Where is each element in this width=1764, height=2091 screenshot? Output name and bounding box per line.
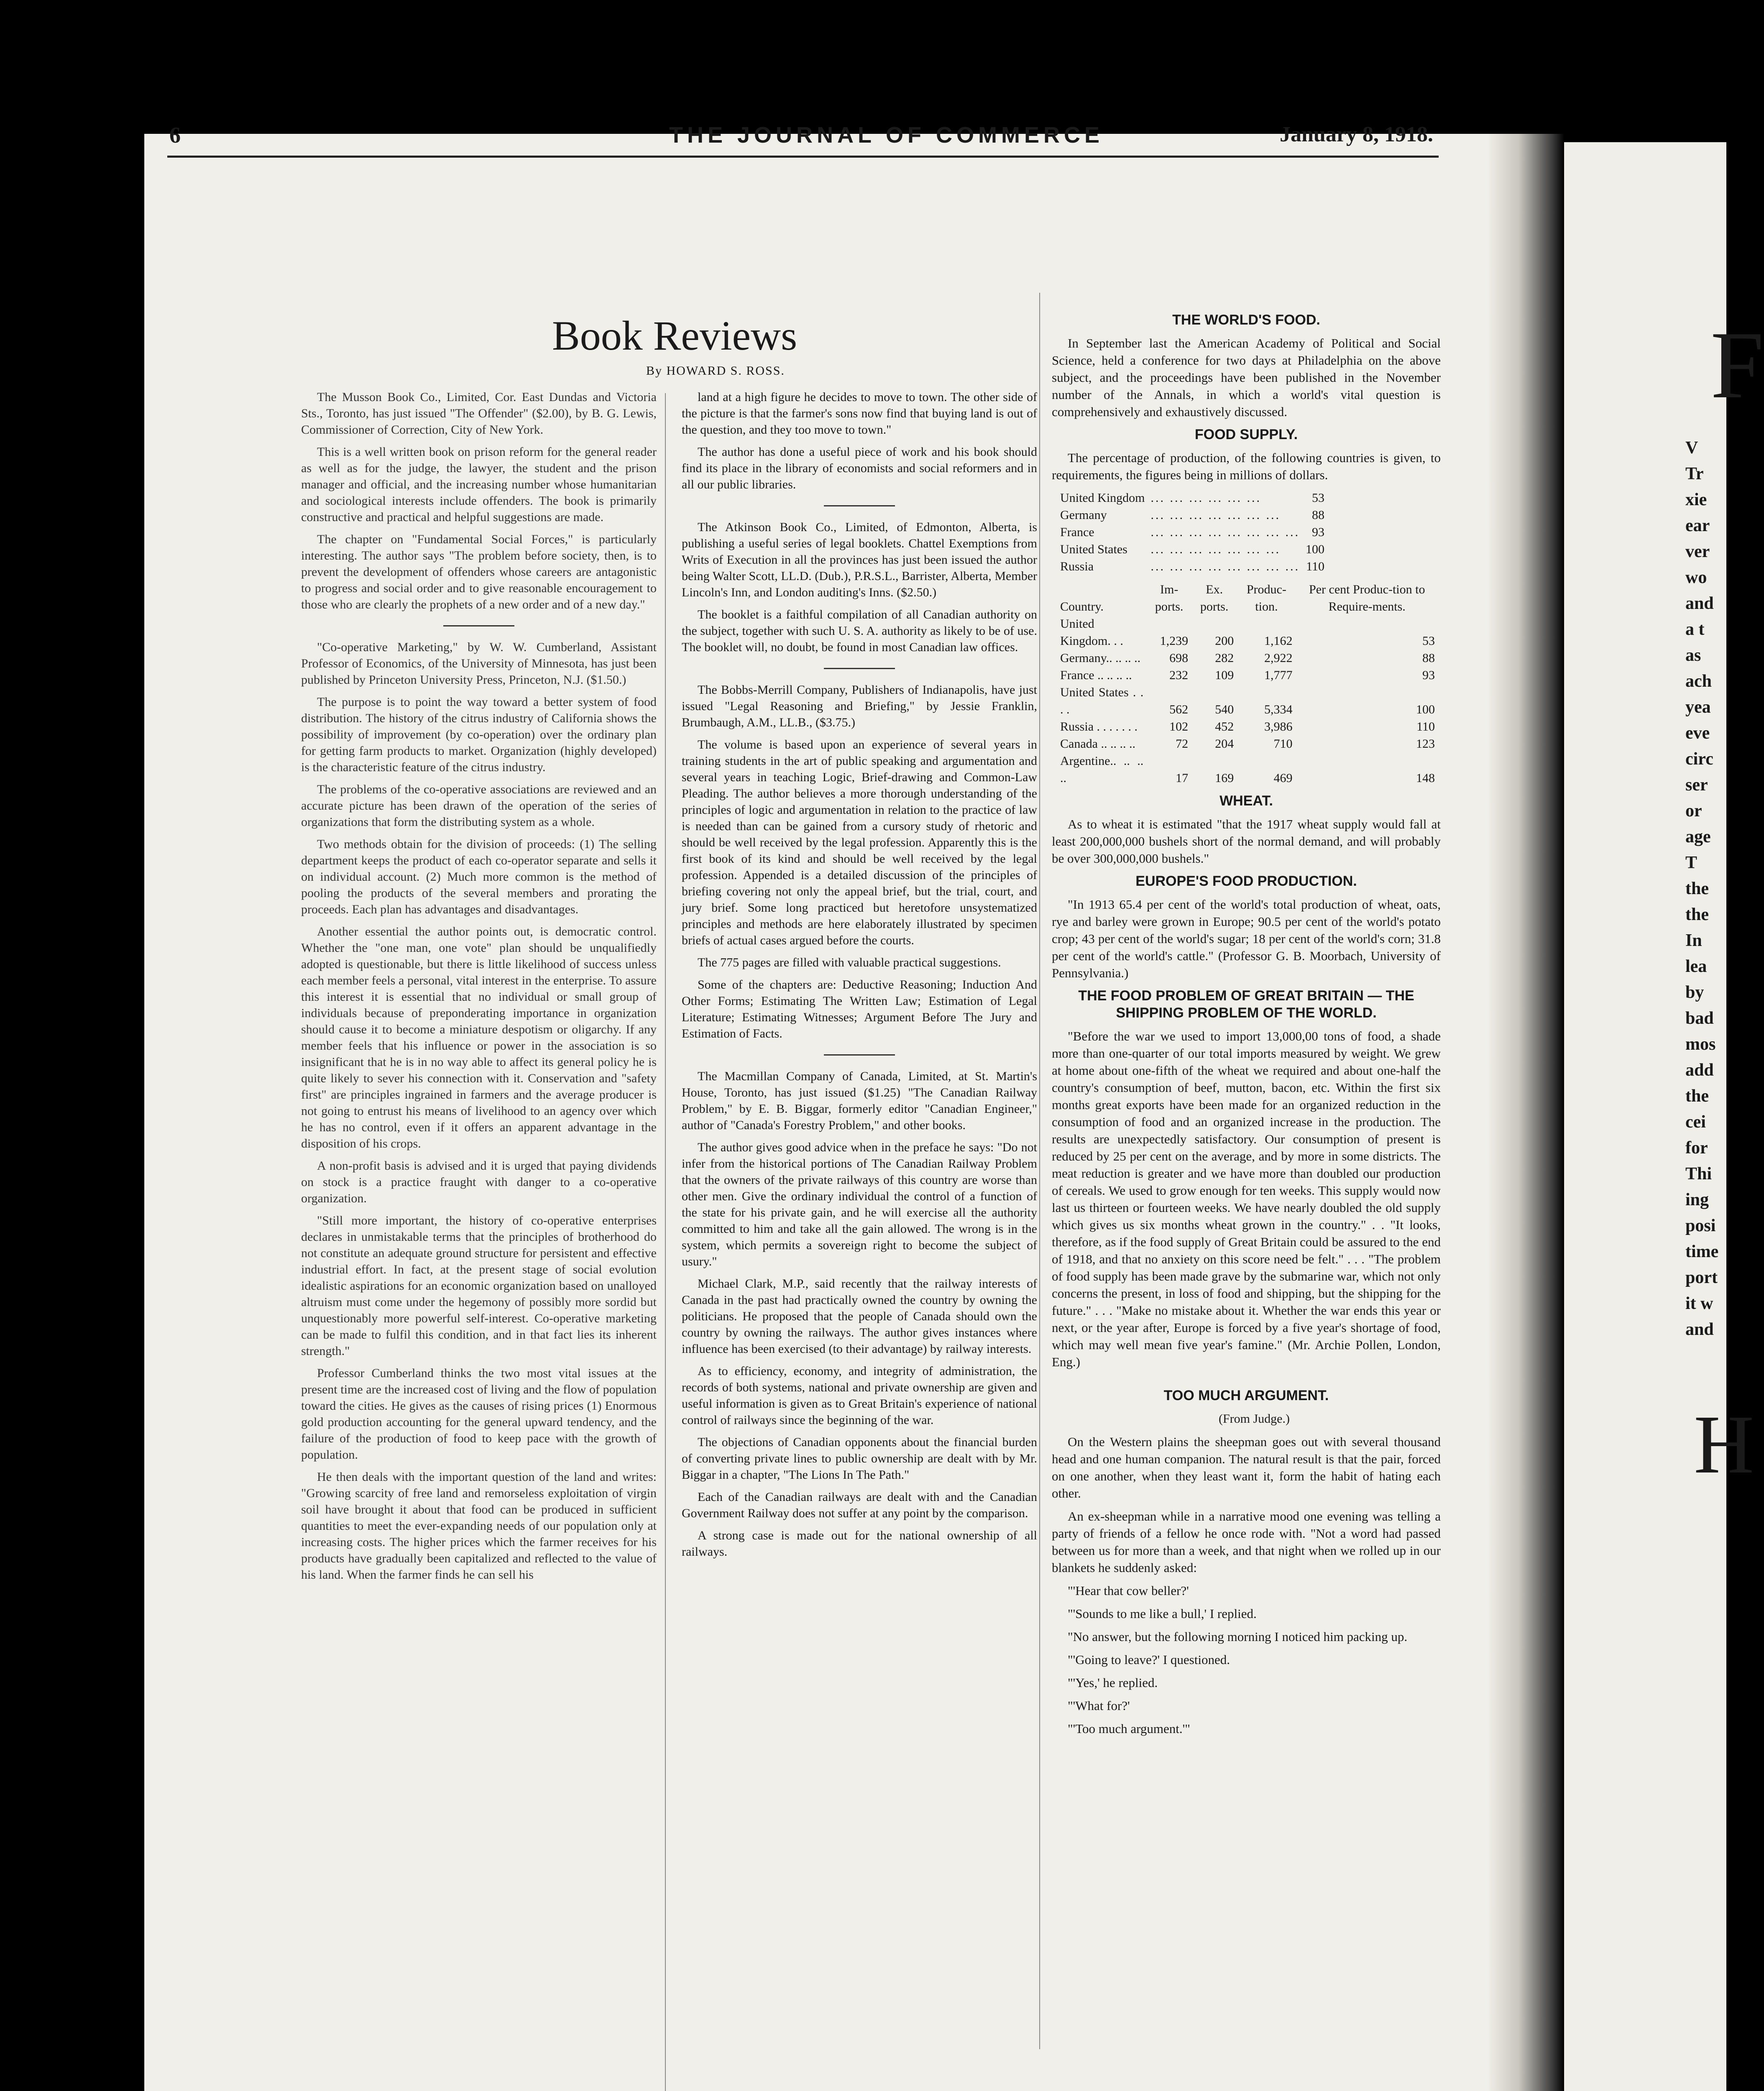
adjacent-fragment: it w bbox=[1685, 1294, 1713, 1313]
percentage-row bbox=[1060, 489, 1330, 506]
paragraph: land at a high figure he decides to move to town. The other side of the picture is that the farmer's sons now find that buying land is out of the question, and they too move to town." bbox=[682, 390, 1037, 437]
percentage-country: United States bbox=[1060, 542, 1127, 556]
adjacent-fragment: xie bbox=[1685, 490, 1707, 509]
table-header-exports: Ex. ports. bbox=[1200, 583, 1229, 613]
adjacent-page-big-letter: F bbox=[1710, 312, 1764, 418]
cell-imports: 72 bbox=[1176, 737, 1189, 751]
cell-country: Canada .. .. .. .. bbox=[1060, 737, 1135, 751]
too-much-argument-source: (From Judge.) bbox=[1219, 1412, 1290, 1426]
cell-exports: 200 bbox=[1215, 634, 1234, 648]
adjacent-fragment: a t bbox=[1685, 620, 1705, 639]
food-supply-text: The percentage of production, of the following countries is given, to requirements, the figures being in millions of dollars. bbox=[1052, 450, 1441, 482]
cell-production: 1,162 bbox=[1264, 634, 1293, 648]
adjacent-fragment: In bbox=[1685, 931, 1702, 950]
review-legal-reasoning bbox=[682, 682, 1037, 1042]
adjacent-fragment: age bbox=[1685, 827, 1711, 846]
percentage-row bbox=[1060, 506, 1330, 524]
paragraph: An ex-sheepman while in a narrative mood one evening was telling a party of friends of a fellow he once rode with. "Not a word had passed between us for more than a week, and that night when we rolled up in our blankets he suddenly asked: bbox=[1052, 1509, 1441, 1575]
section-rule bbox=[824, 1054, 895, 1056]
paragraph: "'Too much argument.'" bbox=[1068, 1721, 1190, 1736]
table-header-country: Country. bbox=[1060, 600, 1104, 613]
percentage-dots: ... ... ... ... ... ... ... ... bbox=[1150, 525, 1300, 539]
cell-exports: 540 bbox=[1215, 703, 1234, 716]
adjacent-fragment: the bbox=[1685, 905, 1709, 924]
paragraph: "'What for?' bbox=[1068, 1698, 1130, 1713]
adjacent-fragment: V bbox=[1685, 438, 1698, 458]
adjacent-fragment: as bbox=[1685, 646, 1701, 665]
adjacent-fragment: add bbox=[1685, 1061, 1714, 1080]
paragraph: The Musson Book Co., Limited, Cor. East Dundas and Victoria Sts., Toronto, has just issued "The Offender" ($2.00), by B. G. Lewis, Commissioner of Correction, City of New York. bbox=[301, 390, 657, 437]
britain-text: "Before the war we used to import 13,000,00 tons of food, a shade more than one-quarter of our total imports measured by weight. We grew at home about one-fifth of the wheat we required and about one-half the country's consumption of beef, mutton, bacon, etc. Within the first six months great exports have been made for an organized reduction in the consumption of food and an organized increase in the production. The results are unexpectedly satisfactory. Our consumption of present is reduced by 25 per cent on the average, and by more in some districts. The meat reduction is greater and we have more than doubled our production of cereals. We used to grow enough for ten weeks. This supply would now last us thirteen or fourteen weeks. We have nearly doubled the old supply which gives us six months wheat grown in the country." . . "It looks, therefore, as if the food supply of Great Britain could be assured to the end of 1918, and that no anxiety on this score need be felt." . . . "The problem of food supply has been made grave by the submarine war, which not only concerns the present, in loss of food and shipping, but the shipping for the future." . . . "Make no mistake about it. Whether the war ends this year or next, or the year after, Europe is forced by a five year's shortage of food, which may well mean five year's famine." (Mr. Archie Pollen, London, Eng.) bbox=[1052, 1029, 1441, 1369]
page-gutter-shadow bbox=[1489, 134, 1564, 2091]
paragraph: "'Hear that cow beller?' bbox=[1068, 1583, 1189, 1598]
paragraph: Michael Clark, M.P., said recently that the railway interests of Canada in the past had practically owned the country by owning the politicians. He proposed that the people of Canada should own the country by owning the railways. The author gives instances where influence has been exercised (to their advantage) by railway interests. bbox=[682, 1277, 1037, 1356]
section-rule bbox=[824, 505, 895, 506]
europe-heading: EUROPE'S FOOD PRODUCTION. bbox=[1135, 873, 1357, 889]
paragraph: Some of the chapters are: Deductive Reasoning; Induction And Other Forms; Estimating The Written Law; Estimation of Legal Literature; Estimating Witnesses; Argument Before The Jury and Estimation of Facts. bbox=[682, 978, 1037, 1040]
cell-imports: 232 bbox=[1169, 668, 1189, 682]
paragraph: The volume is based upon an experience of several years in training students in the art of public speaking and argumentation and several years in teaching Logic, Brief-drawing and Common-Law Pleading. The author believes a more thorough understanding of the principles of logic and argumentation in relation to the practice of law is needed than can be gained from a cursory study of rhetoric and should be well received by the legal profession. Apparently this is the first book of its kind and should be well received by the legal profession. Appended is a detailed discussion of the principles of briefing covering not only the appeal brief, but the trial, court, and jury brief. Some long practiced but heretofore unsystematized principles and methods are here elaborately illustrated by specimen briefs of actual cases argued before the courts. bbox=[682, 738, 1037, 947]
paragraph: The chapter on "Fundamental Social Forces," is particularly interesting. The author says "The problem before society, then, is to prevent the development of offenders whose careers are antagonistic to progress and social order and to give reasonable encouragement to those who are clearly the prophets of a new order and of a new day." bbox=[301, 532, 657, 611]
adjacent-fragment: yea bbox=[1685, 698, 1711, 717]
adjacent-fragment: time bbox=[1685, 1242, 1719, 1261]
header-rule bbox=[167, 156, 1439, 158]
paragraph: The Bobbs-Merrill Company, Publishers of Indianapolis, have just issued "Legal Reasoning and Briefing," by Jessie Franklin, Brumbaugh, A.M., LL.B., ($3.75.) bbox=[682, 683, 1037, 729]
paragraph: "'Yes,' he replied. bbox=[1068, 1675, 1158, 1690]
review-chattel-exemptions bbox=[682, 519, 1037, 655]
adjacent-fragment: and bbox=[1685, 1320, 1714, 1339]
paragraph: Two methods obtain for the division of proceeds: (1) The selling department keeps the product of each co-operator separate and sells it on individual account. (2) Much more common is the method of pooling the products of the several members and prorating the proceeds. Each plan has advantages and disadvantages. bbox=[301, 837, 657, 916]
column-3 bbox=[1052, 312, 1441, 1743]
adjacent-page-text-fragments bbox=[1685, 435, 1726, 1342]
adjacent-fragment: posi bbox=[1685, 1216, 1716, 1235]
percentage-list bbox=[1060, 489, 1330, 575]
percentage-dots: ... ... ... ... ... ... ... bbox=[1150, 508, 1281, 522]
paragraph: The 775 pages are filled with valuable practical suggestions. bbox=[698, 956, 1001, 969]
worlds-food-heading: THE WORLD'S FOOD. bbox=[1172, 312, 1320, 328]
adjacent-fragment: lea bbox=[1685, 957, 1707, 976]
paragraph: The purpose is to point the way toward a better system of food distribution. The history of the citrus industry of California shows the possibility of improvement (by co-operation) over the ordinary plan for getting farm products to market. Organization (highly developed) is the characteristic feature of the citrus industry. bbox=[301, 695, 657, 774]
section-rule bbox=[824, 668, 895, 669]
cell-percent: 110 bbox=[1416, 720, 1435, 734]
too-much-argument-heading: TOO MUCH ARGUMENT. bbox=[1163, 1388, 1329, 1403]
percentage-value: 53 bbox=[1312, 491, 1324, 505]
paragraph: "Still more important, the history of co-operative enterprises declares in unmistakable terms that the principles of brotherhood do not constitute an adequate ground structure for persistent and effective industrial effort. In fact, at the present stage of social evolution idealistic aspirations for an economic organization based on unalloyed altruism must come under the hegemony of possibly more sordid but unquestionably more powerful self-interest. Co-operative marketing can be made to fulfil this condition, and in that fact lies its inherent strength." bbox=[301, 1214, 657, 1358]
journal-title: THE JOURNAL OF COMMERCE bbox=[669, 123, 1104, 148]
column-separator bbox=[1039, 293, 1040, 2049]
cell-production: 2,922 bbox=[1264, 651, 1293, 665]
adjacent-fragment: by bbox=[1685, 983, 1704, 1002]
adjacent-fragment: port bbox=[1685, 1268, 1718, 1287]
paragraph: As to efficiency, economy, and integrity of administration, the records of both systems, national and private ownership are given and useful information is given as to Great Britain's experience of national control of railways since the beginning of the war. bbox=[682, 1364, 1037, 1427]
europe-text: "In 1913 65.4 per cent of the world's total production of wheat, oats, rye and barley were grown in Europe; 90.5 per cent of the world's potato crop; 43 per cent of the world's sugar; 18 per cent of the world's corn; 31.8 per cent of the world's cattle." (Professor G. B. Moorbach, University of Pennsylvania.) bbox=[1052, 897, 1441, 980]
review-offender-continued bbox=[682, 389, 1037, 493]
column-1 bbox=[301, 389, 657, 1589]
table-row bbox=[1060, 667, 1441, 684]
adjacent-fragment: bad bbox=[1685, 1009, 1714, 1028]
cell-country: Germany.. .. .. .. bbox=[1060, 651, 1141, 665]
table-row bbox=[1060, 684, 1441, 718]
cell-exports: 282 bbox=[1215, 651, 1234, 665]
cell-exports: 169 bbox=[1215, 771, 1234, 785]
adjacent-fragment: ing bbox=[1685, 1190, 1709, 1209]
paragraph: The Macmillan Company of Canada, Limited, at St. Martin's House, Toronto, has just issued ($1.25) "The Canadian Railway Problem," by E. B. Biggar, formerly editor "Canadian Engineer," author of "Canada's Forestry Problem," and other books. bbox=[682, 1069, 1037, 1132]
cell-production: 1,777 bbox=[1264, 668, 1293, 682]
cell-exports: 109 bbox=[1215, 668, 1234, 682]
adjacent-fragment: and bbox=[1685, 594, 1714, 613]
table-row bbox=[1060, 752, 1441, 787]
cell-exports: 204 bbox=[1215, 737, 1234, 751]
cell-country: France .. .. .. .. bbox=[1060, 668, 1132, 682]
page-number: 6 bbox=[169, 123, 181, 148]
adjacent-fragment: Tr bbox=[1685, 464, 1704, 483]
food-trade-table bbox=[1060, 581, 1441, 787]
review-cooperative-marketing bbox=[301, 639, 657, 1583]
adjacent-fragment: ver bbox=[1685, 542, 1710, 561]
table-row bbox=[1060, 649, 1441, 667]
adjacent-fragment: ser bbox=[1685, 775, 1708, 795]
adjacent-fragment: wo bbox=[1685, 568, 1707, 587]
percentage-dots: ... ... ... ... ... ... bbox=[1150, 491, 1261, 505]
adjacent-fragment: cei bbox=[1685, 1112, 1706, 1132]
paragraph: A non-profit basis is advised and it is urged that paying dividends on stock is a practice fraught with danger to a co-operative organization. bbox=[301, 1159, 657, 1205]
paragraph: On the Western plains the sheepman goes out with several thousand head and one human companion. The natural result is that the pair, forced on one another, when they least want it, form the habit of hating each other. bbox=[1052, 1434, 1441, 1501]
table-row bbox=[1060, 735, 1441, 752]
cell-imports: 1,239 bbox=[1160, 634, 1189, 648]
table-header-production: Produc-tion. bbox=[1246, 583, 1286, 613]
adjacent-fragment: or bbox=[1685, 801, 1702, 821]
cell-percent: 123 bbox=[1416, 737, 1435, 751]
percentage-row bbox=[1060, 558, 1330, 575]
cell-country: United States . . . . bbox=[1060, 685, 1144, 716]
too-much-argument-story bbox=[1052, 1433, 1441, 1737]
britain-heading: THE FOOD PROBLEM OF GREAT BRITAIN — THE SHIPPING PROBLEM OF THE WORLD. bbox=[1078, 988, 1414, 1021]
book-reviews-byline: By HOWARD S. ROSS. bbox=[646, 364, 785, 378]
adjacent-page-fragment bbox=[1564, 142, 1764, 2091]
table-header-imports: Im-ports. bbox=[1155, 583, 1184, 613]
paragraph: Each of the Canadian railways are dealt with and the Canadian Government Railway does not suffer at any point by the comparison. bbox=[682, 1490, 1037, 1520]
cell-percent: 148 bbox=[1416, 771, 1435, 785]
wheat-heading: WHEAT. bbox=[1219, 793, 1273, 809]
review-canadian-railway-problem bbox=[682, 1068, 1037, 1560]
adjacent-fragment: the bbox=[1685, 1086, 1709, 1106]
percentage-country: France bbox=[1060, 525, 1094, 539]
adjacent-fragment: ear bbox=[1685, 516, 1710, 535]
paragraph: A strong case is made out for the national ownership of all railways. bbox=[682, 1529, 1037, 1559]
cell-percent: 100 bbox=[1416, 703, 1435, 716]
paragraph: Professor Cumberland thinks the two most vital issues at the present time are the increased cost of living and the flow of population toward the cities. He gives as the causes of rising prices (1) Enormous gold production accounting for the general upward tendency, and the failure of the production of food to keep pace with the growth of population. bbox=[301, 1366, 657, 1462]
percentage-value: 100 bbox=[1306, 542, 1324, 556]
percentage-value: 110 bbox=[1306, 560, 1324, 573]
percentage-country: Russia bbox=[1060, 560, 1094, 573]
adjacent-fragment: for bbox=[1685, 1138, 1708, 1158]
worlds-food-intro: In September last the American Academy of Political and Social Science, held a conference for two days at Philadelphia on the above subject, and the proceedings have been published in the November number of the Annals, in which a world's vital question is comprehensively and exhaustively discussed. bbox=[1052, 336, 1441, 419]
cell-imports: 562 bbox=[1169, 703, 1189, 716]
percentage-dots: ... ... ... ... ... ... ... bbox=[1150, 542, 1281, 556]
percentage-country: United Kingdom bbox=[1060, 491, 1145, 505]
issue-date: January 8, 1918. bbox=[1280, 123, 1433, 146]
adjacent-fragment: eve bbox=[1685, 723, 1710, 743]
wheat-text: As to wheat it is estimated "that the 1917 wheat supply would fall at least 200,000,000 bushels short of the normal demand, and will probably be over 300,000,000 bushels." bbox=[1052, 817, 1441, 866]
cell-percent: 88 bbox=[1422, 651, 1435, 665]
paragraph: This is a well written book on prison reform for the general reader as well as for the judge, the lawyer, the student and the prison manager and official, and the increasing number whose humanitarian and sociological interests include offenders. The book is primarily constructive and practical and helpful suggestions are made. bbox=[301, 445, 657, 524]
cell-imports: 102 bbox=[1169, 720, 1189, 734]
percentage-row bbox=[1060, 524, 1330, 541]
paragraph: The booklet is a faithful compilation of all Canadian authority on the subject, together with such U. S. A. authority as likely to be of use. The booklet will, no doubt, be found in most Canadian law offices. bbox=[682, 608, 1037, 654]
cell-percent: 93 bbox=[1422, 668, 1435, 682]
adjacent-fragment: mos bbox=[1685, 1035, 1716, 1054]
percentage-dots: ... ... ... ... ... ... ... ... bbox=[1150, 560, 1300, 573]
cell-percent: 53 bbox=[1422, 634, 1435, 648]
paragraph: The author has done a useful piece of work and his book should find its place in the library of economists and social reformers and in all our public libraries. bbox=[682, 445, 1037, 491]
review-offender bbox=[301, 389, 657, 613]
paragraph: Another essential the author points out, is democratic control. Whether the "one man, one vote" plan should be unqualifiedly adopted is questionable, but there is little likelihood of success unless each member feels a personal, vital interest in the enterprise. To assure this interest it is essential that no individual or small group of individuals because of preponderating importance in organization should cause it to become a miniature despotism or oligarchy. If any member feels that his influence or power in the association is so insignificant that he is in no way able to affect its general policy he is quite likely to sever his connection with it. Conservation and "safety first" are principles ingrained in farmers and the average producer is not going to entrust his means of livelihood to an agency over which he has no control, even if it offers an apparent advantage in the disposition of his crops. bbox=[301, 925, 657, 1150]
section-rule bbox=[443, 625, 514, 626]
table-header-percent: Per cent Produc-tion to Require-ments. bbox=[1309, 583, 1425, 613]
paragraph: The Atkinson Book Co., Limited, of Edmonton, Alberta, is publishing a useful series of legal booklets. Chattel Exemptions from Writs of Execution in all the provinces has just been issued the author being Walter Scott, LL.D. (Dub.), P.R.S.L., Barrister, Alberta, Member Lincoln's Inn, and London auditing's Inns. ($2.50.) bbox=[682, 520, 1037, 599]
adjacent-fragment: ach bbox=[1685, 672, 1712, 691]
cell-production: 3,986 bbox=[1264, 720, 1293, 734]
cell-country: United Kingdom. . . bbox=[1060, 617, 1123, 648]
food-supply-heading: FOOD SUPPLY. bbox=[1194, 427, 1298, 442]
cell-production: 5,334 bbox=[1264, 703, 1293, 716]
cell-imports: 698 bbox=[1169, 651, 1189, 665]
cell-country: Argentine.. .. .. .. bbox=[1060, 754, 1144, 785]
paragraph: He then deals with the important question of the land and writes: "Growing scarcity of free land and remorseless exploitation of virgin soil have brought it about that food can be produced in sufficient quantities to meet the ever-expanding needs of our population only at increasing costs. The higher prices which the farmer receives for his products have gradually been capitalized and reflected to the value of his land. When the farmer finds he can sell his bbox=[301, 1470, 657, 1582]
paragraph: "'Going to leave?' I questioned. bbox=[1068, 1652, 1230, 1667]
percentage-value: 88 bbox=[1312, 508, 1324, 522]
cell-country: Russia . . . . . . . bbox=[1060, 720, 1138, 734]
percentage-row bbox=[1060, 541, 1330, 558]
table-row bbox=[1060, 718, 1441, 735]
paragraph: "'Sounds to me like a bull,' I replied. bbox=[1068, 1606, 1257, 1621]
adjacent-fragment: T bbox=[1685, 853, 1698, 872]
column-2 bbox=[682, 389, 1037, 1566]
percentage-country: Germany bbox=[1060, 508, 1107, 522]
adjacent-fragment: Thi bbox=[1685, 1164, 1712, 1184]
paragraph: The author gives good advice when in the preface he says: "Do not infer from the historical portions of The Canadian Railway Problem that the owners of the private railways of this country are worse than other men. Give the ordinary individual the control of a function of the state for his private gain, and he will exercise all the authority committed to him and take all the gain allowed. The wrong is in the system, which permits a sovereign right to become the subject of usury." bbox=[682, 1140, 1037, 1268]
column-separator bbox=[665, 393, 666, 2091]
book-reviews-title: Book Reviews bbox=[552, 312, 798, 359]
cell-production: 469 bbox=[1273, 771, 1293, 785]
paragraph: The problems of the co-operative associations are reviewed and an accurate picture has been drawn of the operation of the series of organizations that form the distributing system as a whole. bbox=[301, 782, 657, 829]
cell-imports: 17 bbox=[1176, 771, 1189, 785]
adjacent-fragment: the bbox=[1685, 879, 1709, 898]
paragraph: "No answer, but the following morning I noticed him packing up. bbox=[1068, 1629, 1408, 1644]
adjacent-page-heading-letter: H bbox=[1694, 1398, 1754, 1491]
cell-exports: 452 bbox=[1215, 720, 1234, 734]
paragraph: "Co-operative Marketing," by W. W. Cumberland, Assistant Professor of Economics, of the University of Minnesota, has just been published by Princeton University Press, Princeton, N.J. ($1.50.) bbox=[301, 640, 657, 687]
adjacent-fragment: circ bbox=[1685, 749, 1713, 769]
cell-production: 710 bbox=[1273, 737, 1293, 751]
percentage-value: 93 bbox=[1312, 525, 1324, 539]
paragraph: The objections of Canadian opponents about the financial burden of converting private lines to public ownership are dealt with by Mr. Biggar in a chapter, "The Lions In The Path." bbox=[682, 1435, 1037, 1482]
table-row bbox=[1060, 615, 1441, 649]
